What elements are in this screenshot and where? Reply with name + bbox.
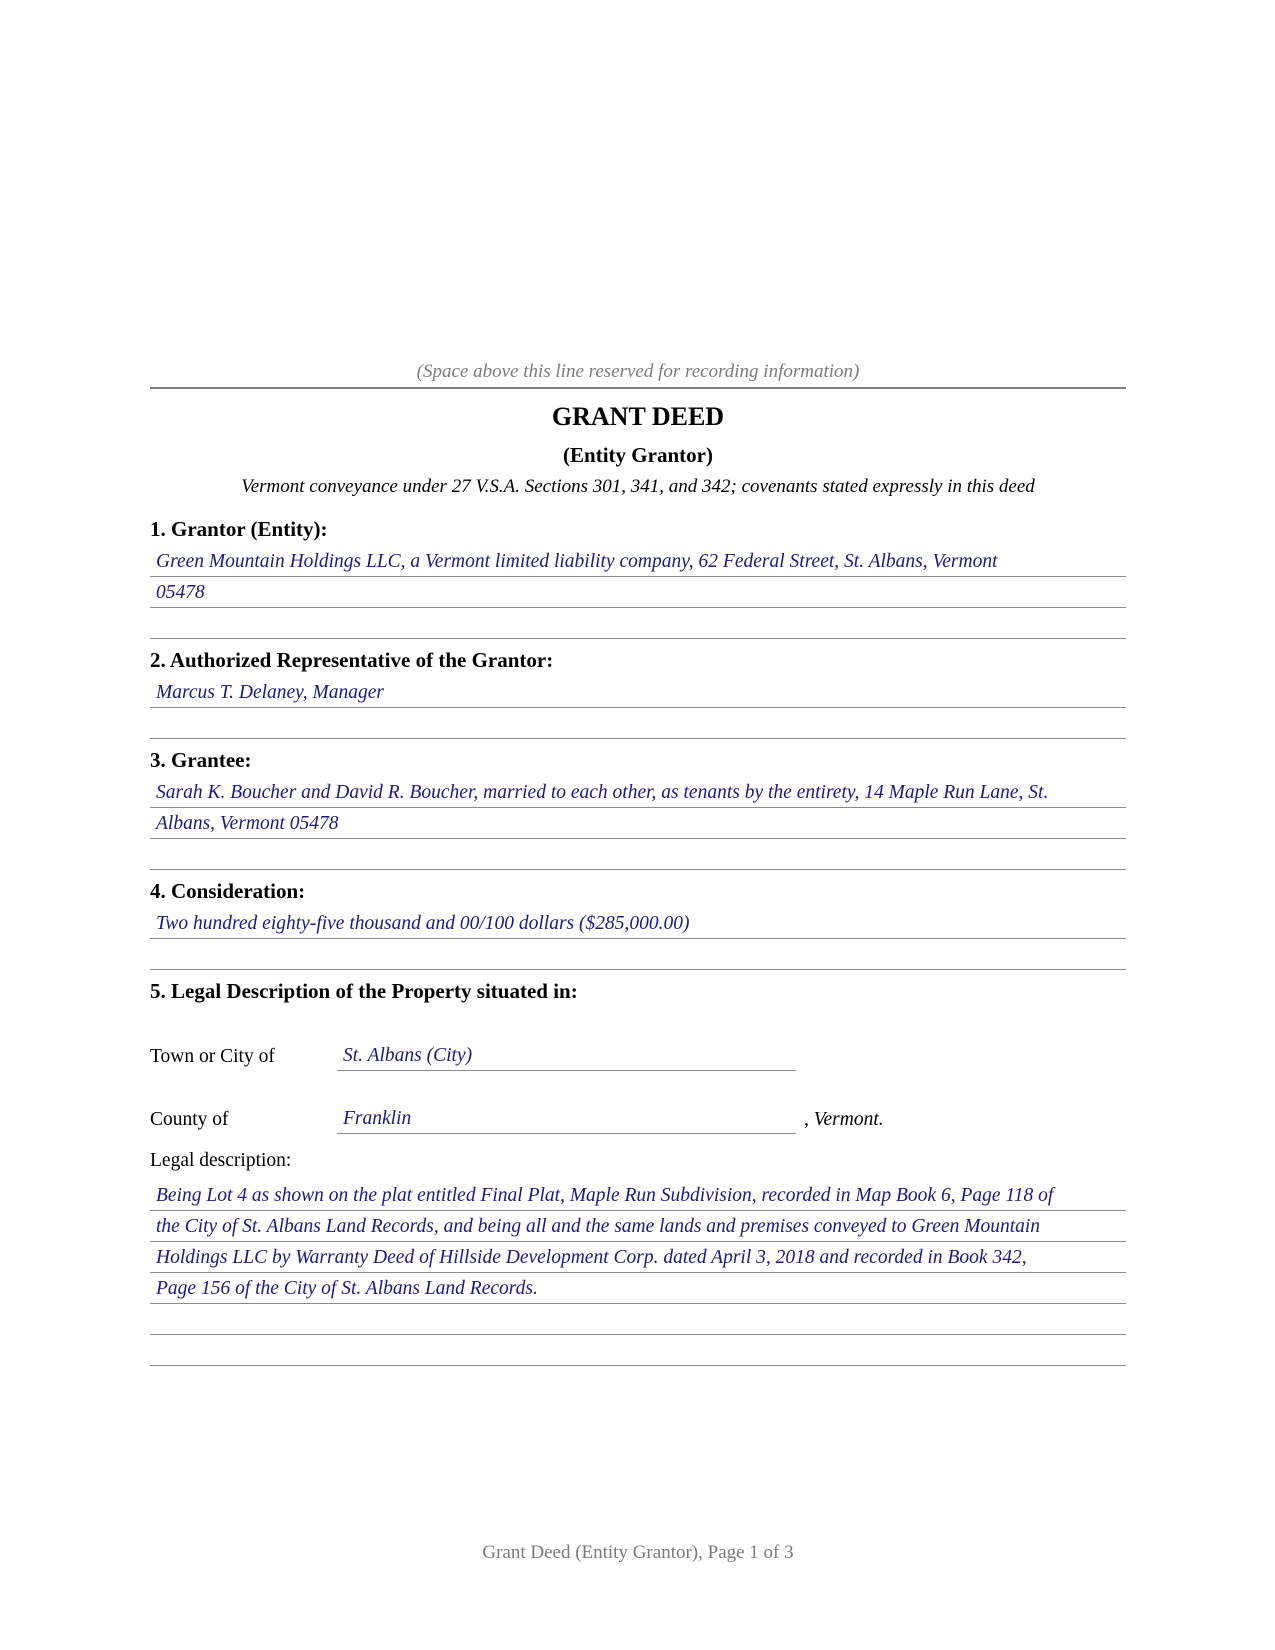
description-text-3: Holdings LLC by Warranty Deed of Hillside Development Corp. dated April 3, 2018 and recorded in Book 342,: [156, 1247, 1027, 1268]
page-footer: Grant Deed (Entity Grantor), Page 1 of 3: [482, 1542, 794, 1563]
grantor-field[interactable]: [150, 546, 1126, 639]
grantee-line-3: [150, 839, 1126, 870]
grantee-heading: 3. Grantee:: [150, 748, 252, 772]
recording-space-note: (Space above this line reserved for recording information): [416, 361, 860, 382]
consideration-text-1: Two hundred eighty-five thousand and 00/100 dollars ($285,000.00): [156, 913, 690, 934]
description-line-1: [150, 1180, 1126, 1211]
representative-heading: 2. Authorized Representative of the Grantor:: [150, 648, 554, 672]
grantor-line-1: [150, 546, 1126, 577]
grantee-text-1: Sarah K. Boucher and David R. Boucher, married to each other, as tenants by the entirety, 14 Maple Run Lane, St.: [156, 782, 1049, 803]
grantor-text-1: Green Mountain Holdings LLC, a Vermont limited liability company, 62 Federal Street, St. Albans, Vermont: [156, 551, 998, 572]
grantor-line-2: [150, 577, 1126, 608]
grantor-heading: 1. Grantor (Entity):: [150, 517, 328, 541]
description-text-4: Page 156 of the City of St. Albans Land Records.: [156, 1278, 538, 1299]
grantee-line-1: [150, 777, 1126, 808]
grantor-text-2: 05478: [156, 582, 205, 603]
description-line-5: [150, 1304, 1126, 1335]
description-text-1: Being Lot 4 as shown on the plat entitled Final Plat, Maple Run Subdivision, recorded in Map Book 6, Page 118 of: [156, 1185, 1054, 1206]
grantor-line-3: [150, 608, 1126, 639]
consideration-line-1: [150, 908, 1126, 939]
description-label: Legal description:: [150, 1150, 292, 1171]
town-field[interactable]: St. Albans (City): [337, 1040, 796, 1071]
document-title: GRANT DEED: [551, 402, 725, 431]
consideration-heading: 4. Consideration:: [150, 879, 306, 903]
state-suffix: , Vermont.: [804, 1109, 884, 1130]
statute-note: Vermont conveyance under 27 V.S.A. Sections 301, 341, and 342; covenants stated expressly in this deed: [241, 476, 1035, 497]
description-line-6: [150, 1335, 1126, 1366]
legal-heading: 5. Legal Description of the Property situated in:: [150, 979, 578, 1003]
consideration-line-2: [150, 939, 1126, 970]
county-label: County of: [150, 1109, 229, 1130]
legal-description-field[interactable]: [150, 1180, 1126, 1366]
grantee-field[interactable]: [150, 777, 1126, 870]
representative-text-1: Marcus T. Delaney, Manager: [156, 682, 385, 703]
town-label: Town or City of: [150, 1046, 275, 1067]
description-line-4: [150, 1273, 1126, 1304]
description-line-2: [150, 1211, 1126, 1242]
description-text-2: the City of St. Albans Land Records, and being all and the same lands and premises conveyed to Green Mountain: [156, 1216, 1041, 1237]
consideration-field[interactable]: [150, 908, 1126, 970]
representative-field[interactable]: [150, 677, 1126, 739]
description-line-3: [150, 1242, 1126, 1273]
recording-divider: [150, 387, 1126, 389]
grantee-text-2: Albans, Vermont 05478: [156, 813, 339, 834]
grantee-line-2: [150, 808, 1126, 839]
county-field[interactable]: Franklin: [337, 1103, 796, 1134]
representative-line-1: [150, 677, 1126, 708]
representative-line-2: [150, 708, 1126, 739]
document-subtitle: (Entity Grantor): [563, 443, 713, 467]
